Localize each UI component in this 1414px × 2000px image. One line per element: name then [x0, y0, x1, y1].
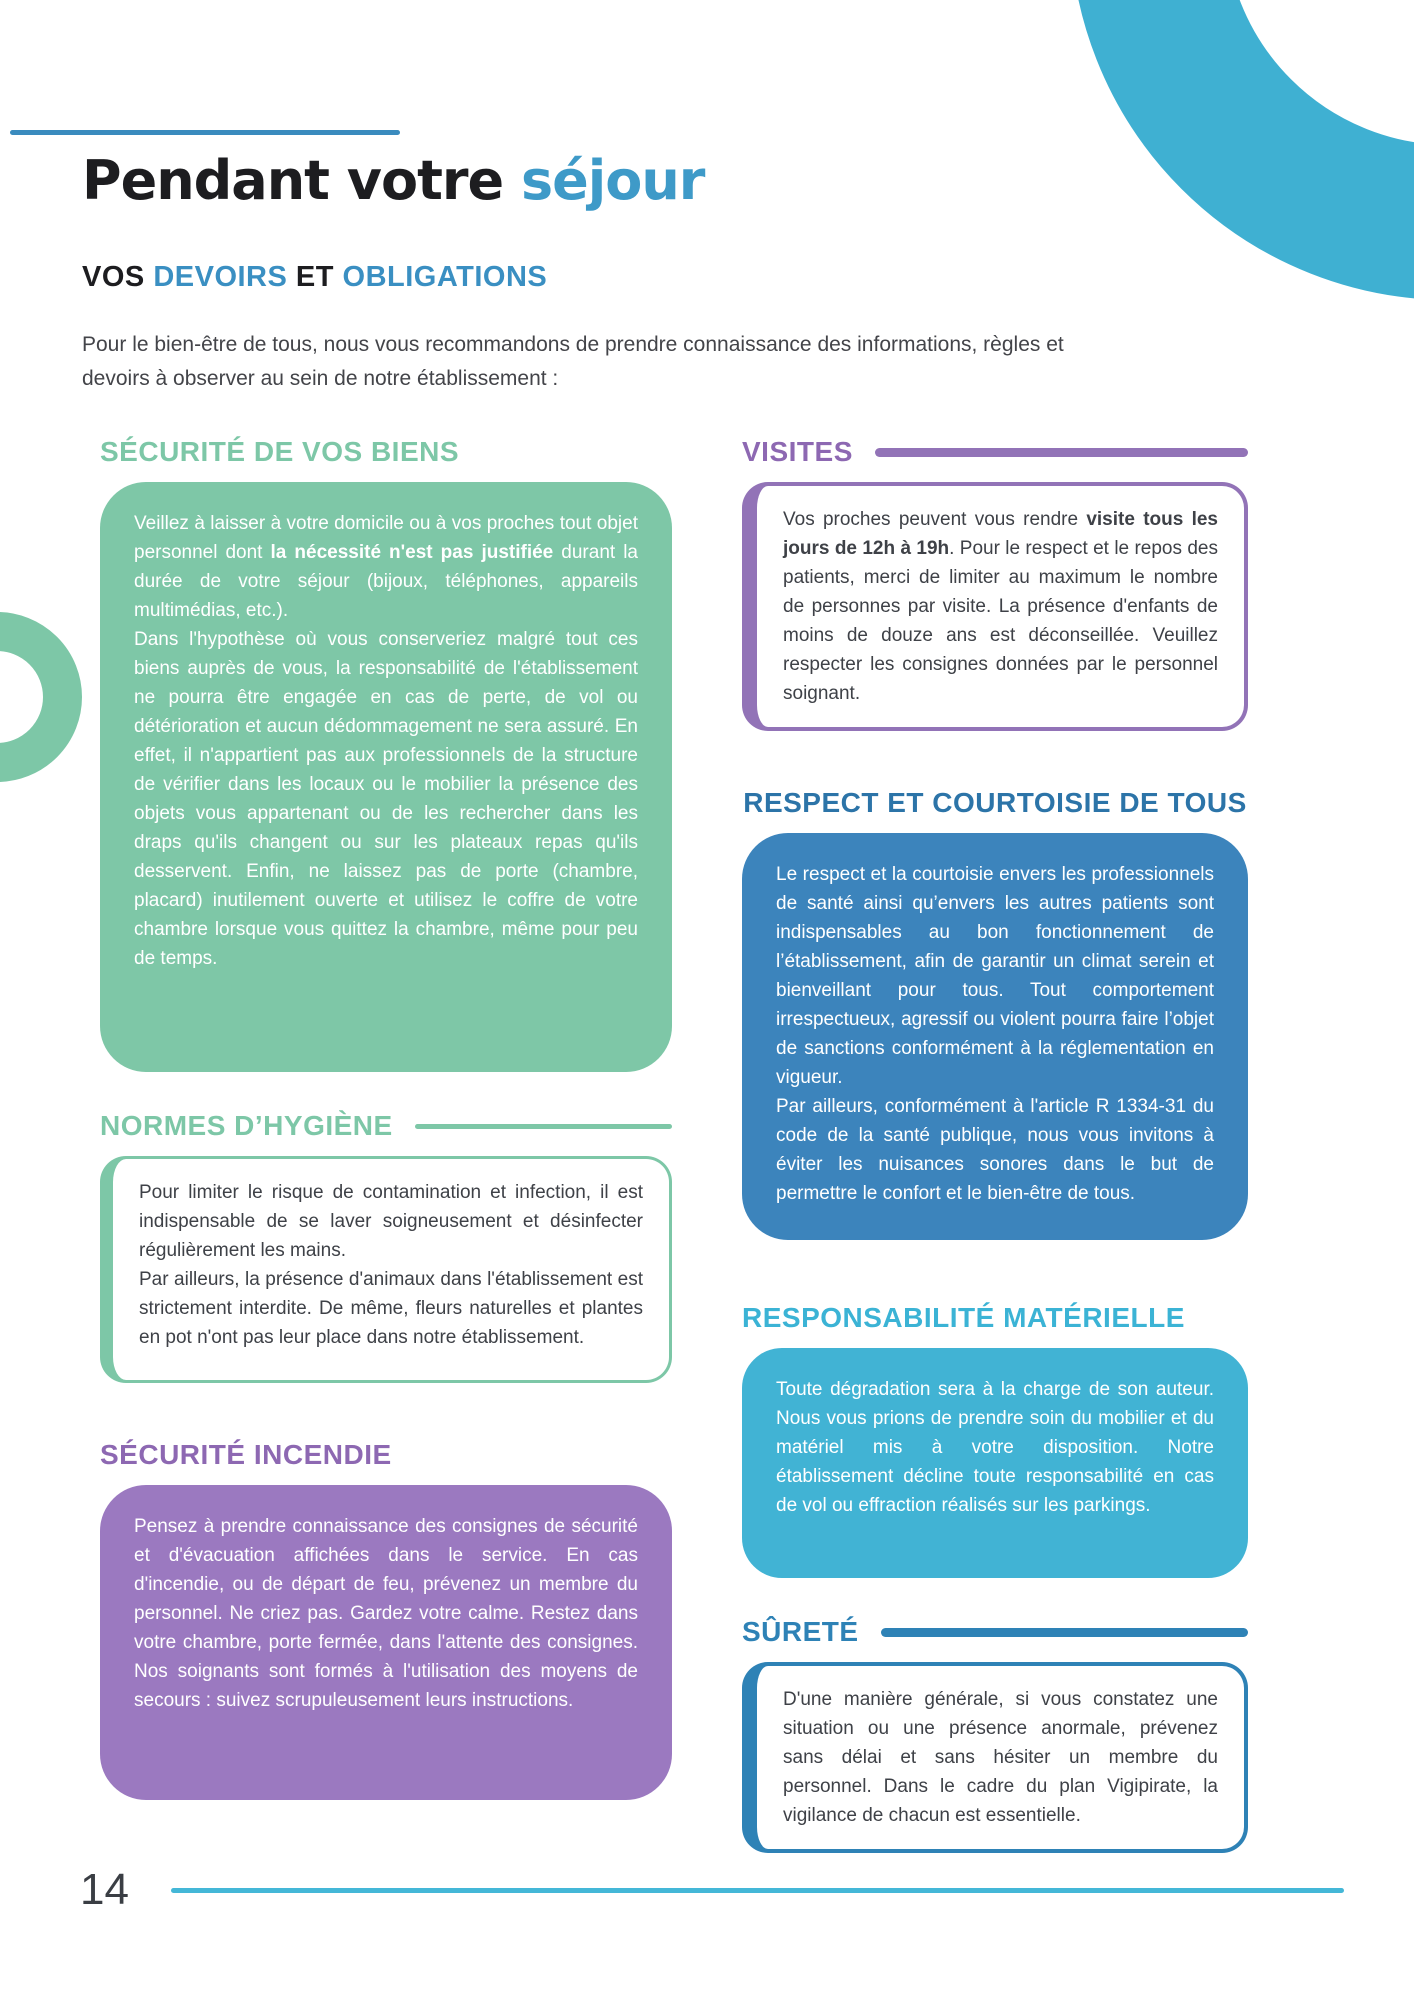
section-normes-hygiene: [100, 1110, 672, 1383]
surete-box: [742, 1662, 1248, 1853]
securite-incendie-box: [100, 1485, 672, 1800]
respect-courtoisie-box: [742, 833, 1248, 1240]
right-column: [742, 436, 1248, 1853]
heading-responsabilite-materielle: RESPONSABILITÉ MATÉRIELLE: [742, 1302, 1185, 1333]
visites-box: [742, 482, 1248, 731]
heading-securite-biens: SÉCURITÉ DE VOS BIENS: [100, 436, 460, 467]
securite-biens-box: [100, 482, 672, 1072]
page-title-accent: séjour: [520, 149, 705, 212]
subtitle-word-obligations: OBLIGATIONS: [342, 261, 548, 293]
responsabilite-materielle-box: [742, 1348, 1248, 1578]
heading-respect-courtoisie: RESPECT ET COURTOISIE DE TOUS: [743, 787, 1247, 818]
respect-paragraph-2: Par ailleurs, conformément à l'article R 1334-31 du code de la santé publique, nous vous invitons à éviter les nuisances sonores dans le but de permettre le confort et le bien-être de tous.: [776, 1096, 1214, 1204]
section-surete: [742, 1616, 1248, 1853]
left-column: [100, 436, 672, 1800]
surete-rule: [881, 1628, 1248, 1637]
section-visites: [742, 436, 1248, 731]
section-respect-courtoisie: [742, 787, 1248, 1240]
heading-visites: VISITES: [742, 436, 853, 467]
visites-paragraph: [783, 505, 1218, 708]
page-title-prefix: Pendant votre: [82, 149, 521, 212]
visites-rule: [875, 448, 1248, 457]
normes-hygiene-paragraph-2: Par ailleurs, la présence d'animaux dans l'établissement est strictement interdite. De même, fleurs naturelles et plantes en pot n'ont pas leur place dans notre établissement.: [139, 1269, 643, 1348]
section-securite-biens: [100, 436, 672, 1072]
securite-biens-paragraph-1: [134, 509, 638, 625]
header-accent-line: [10, 130, 400, 135]
page-footer: [80, 1866, 1344, 1914]
heading-securite-incendie: SÉCURITÉ INCENDIE: [100, 1439, 392, 1470]
page-subtitle: [82, 260, 1334, 294]
normes-hygiene-box: [100, 1156, 672, 1383]
intro-paragraph: Pour le bien-être de tous, nous vous recommandons de prendre connaissance des informations, règles et devoirs à observer au sein de notre établissement :: [82, 333, 1064, 390]
visites-text: Vos proches peuvent vous rendre: [783, 509, 1087, 530]
content-columns: [0, 436, 1414, 1853]
section-responsabilite-materielle: [742, 1302, 1248, 1578]
normes-hygiene-heading-row: [100, 1110, 672, 1142]
securite-biens-paragraph-2: Dans l'hypothèse où vous conserveriez malgré tout ces biens auprès de vous, la responsabilité de l'établissement ne pourra être engagée en cas de perte, de vol ou détérioration et aucun dédommagement ne sera assuré. En effet, il n'appartient pas aux professionnels de la structure de vérifier dans les locaux ou le mobilier la présence des objets vous appartenant ou de les rechercher dans les draps qu'ils changent ou sur les plateaux repas qu'ils desservent. Enfin, ne laissez pas de porte (chambre, placard) inutilement ouverte et utilisez le coffre de votre chambre lorsque vous quittez la chambre, même pour peu de temps.: [134, 629, 638, 969]
heading-surete: SÛRETÉ: [742, 1616, 859, 1647]
visites-text-end: . Pour le respect et le repos des patients, merci de limiter au maximum le nombre de personnes par visite. La présence d'enfants de moins de douze ans est déconseillée. Veuillez respecter les consignes données par le personnel soignant.: [783, 538, 1218, 704]
respect-paragraph-1: Le respect et la courtoisie envers les professionnels de santé ainsi qu’envers les autres patients sont indispensables au bon fonctionnement de l’établissement, afin de garantir un climat serein et bienveillant pour tous. Tout comportement irrespectueux, agressif ou violent pourra faire l’objet de sanctions conformément à la réglementation en vigueur.: [776, 864, 1214, 1088]
securite-incendie-paragraph: Pensez à prendre connaissance des consignes de sécurité et d'évacuation affichées dans le service. En cas d'incendie, ou de départ de feu, prévenez un membre du personnel. Ne criez pas. Gardez votre calme. Restez dans votre chambre, porte fermée, dans l'attente des consignes. Nos soignants sont formés à l'utilisation des moyens de secours : suivez scrupuleusement leurs instructions.: [134, 1516, 638, 1711]
surete-heading-row: [742, 1616, 1248, 1648]
surete-paragraph: D'une manière générale, si vous constatez une situation ou une présence anormale, prévenez sans délai et sans hésiter un membre du personnel. Dans le cadre du plan Vigipirate, la vigilance de chacun est essentielle.: [783, 1689, 1218, 1826]
subtitle-word-vos: VOS: [82, 261, 145, 293]
normes-hygiene-rule: [415, 1124, 672, 1129]
responsabilite-materielle-paragraph: Toute dégradation sera à la charge de son auteur. Nous vous prions de prendre soin du mobilier et du matériel mis à votre disposition. Notre établissement décline toute responsabilité en cas de vol ou effraction réalisés sur les parkings.: [776, 1379, 1214, 1516]
securite-biens-text-end: durant la durée de votre séjour (bijoux, téléphones, appareils multimédias, etc.).: [134, 542, 638, 621]
footer-rule: [171, 1888, 1344, 1893]
page-title: [82, 150, 1334, 212]
page-number: 14: [80, 1865, 129, 1914]
securite-biens-bold-text: la nécessité n'est pas justifiée: [270, 542, 554, 563]
visites-heading-row: [742, 436, 1248, 468]
subtitle-word-et: ET: [295, 261, 334, 293]
visites-bold-text: visite tous les jours de 12h à 19h: [783, 509, 1218, 559]
securite-biens-text: Veillez à laisser à votre domicile ou à vos proches tout objet personnel dont: [134, 513, 638, 563]
normes-hygiene-paragraph-1: Pour limiter le risque de contamination et infection, il est indispensable de se laver soigneusement et désinfecter régulièrement les mains.: [139, 1182, 643, 1261]
subtitle-word-devoirs: DEVOIRS: [153, 261, 288, 293]
section-securite-incendie: [100, 1439, 672, 1800]
heading-normes-hygiene: NORMES D’HYGIÈNE: [100, 1110, 393, 1141]
